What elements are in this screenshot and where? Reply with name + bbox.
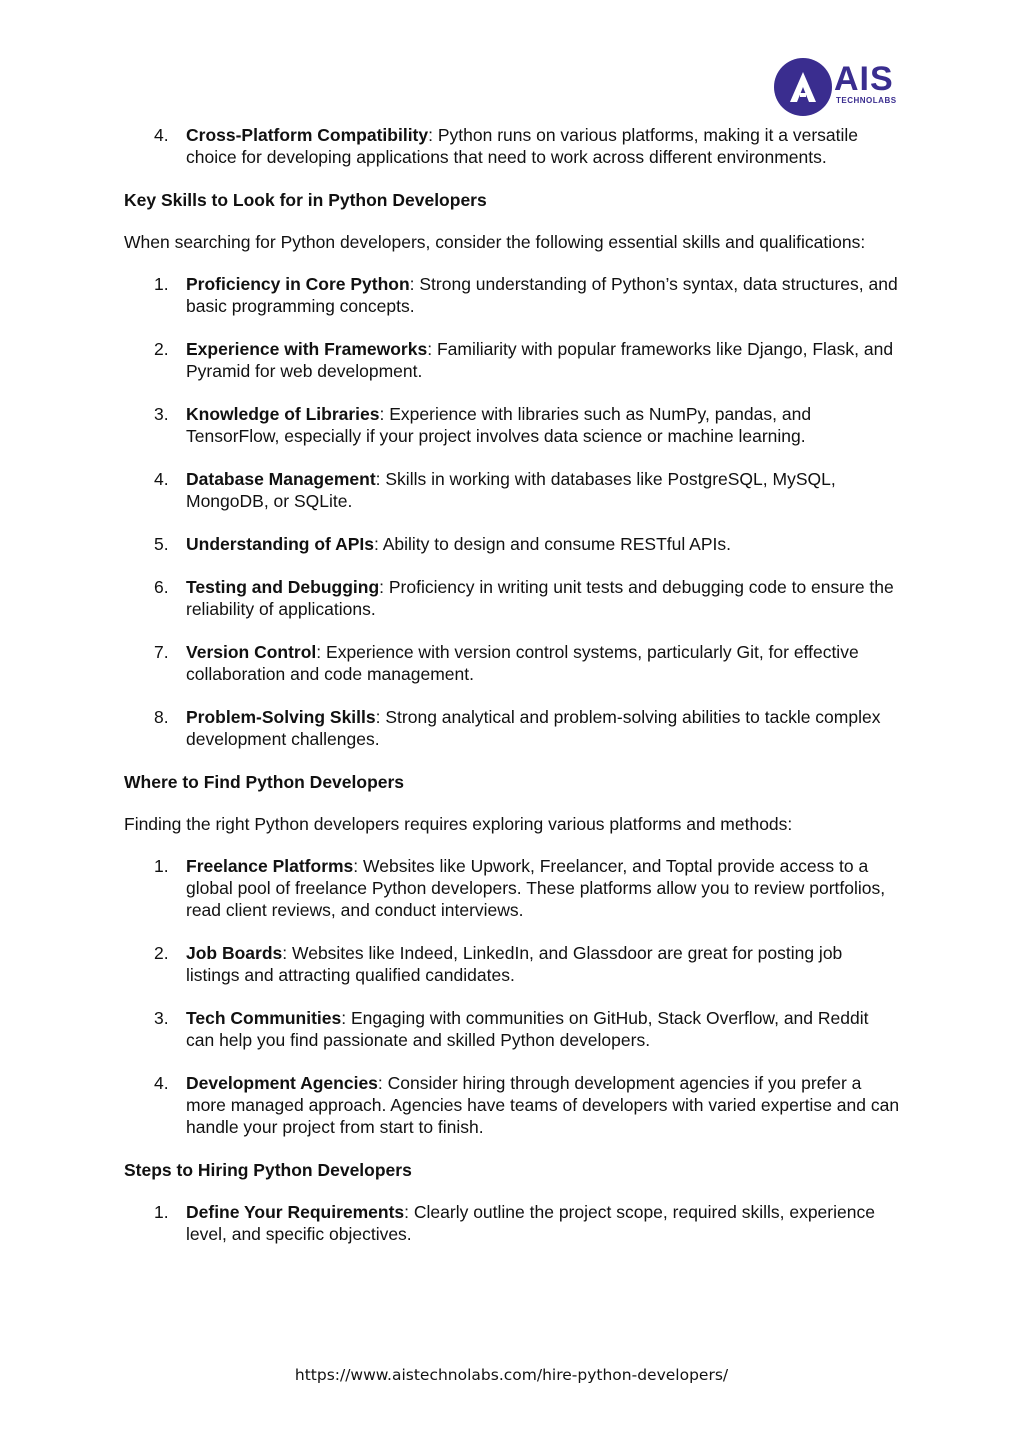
list-item	[124, 533, 900, 555]
section-heading: Where to Find Python Developers	[124, 772, 405, 792]
list-item-term: Proficiency in Core Python	[186, 274, 410, 294]
list-item-term: Problem-Solving Skills	[186, 707, 376, 727]
section-heading: Key Skills to Look for in Python Developers	[124, 190, 487, 210]
list-item-number: 4.	[154, 1073, 169, 1093]
list-item-number: 2.	[154, 339, 169, 359]
list-item-description: : Consider hiring through development agencies if you prefer a more managed approach. Agencies have teams of developers with varied expertise and can handle your project from start to finish.	[186, 1073, 900, 1137]
list-item-description: : Experience with libraries such as NumPy, pandas, and TensorFlow, especially if your project involves data science or machine learning.	[186, 404, 812, 446]
list-item	[124, 403, 900, 447]
list-item-term: Job Boards	[186, 943, 283, 963]
list-item-term: Cross-Platform Compatibility	[186, 125, 429, 145]
list-item-term: Testing and Debugging	[186, 577, 380, 597]
list-item-number: 3.	[154, 1008, 169, 1028]
list-item-number: 1.	[154, 274, 169, 294]
list-item	[124, 338, 900, 382]
list-item-number: 2.	[154, 943, 169, 963]
logo-emblem-icon	[774, 58, 832, 116]
logo-wordmark: AIS	[834, 60, 894, 98]
list-item	[124, 576, 900, 620]
list-item	[124, 855, 900, 921]
list-item-number: 4.	[154, 469, 169, 489]
list-item-term: Development Agencies	[186, 1073, 378, 1093]
list-item-description: : Python runs on various platforms, making it a versatile choice for developing applications that need to work across different environments.	[186, 125, 859, 167]
list-item-term: Understanding of APIs	[186, 534, 374, 554]
list-item-description: : Clearly outline the project scope, required skills, experience level, and specific objectives.	[186, 1202, 875, 1244]
list-item	[124, 124, 900, 168]
list-item-description: : Skills in working with databases like PostgreSQL, MySQL, MongoDB, or SQLite.	[186, 469, 836, 511]
page-footer-url[interactable]: https://www.aistechnolabs.com/hire-python-developers/	[294, 1366, 729, 1384]
list-item-description: : Proficiency in writing unit tests and debugging code to ensure the reliability of applications.	[186, 577, 894, 619]
list-item-number: 1.	[154, 856, 169, 876]
list-item-description: : Websites like Indeed, LinkedIn, and Glassdoor are great for posting job listings and attracting qualified candidates.	[186, 943, 843, 985]
list-item-number: 1.	[154, 1202, 169, 1222]
list-item-description: : Websites like Upwork, Freelancer, and Toptal provide access to a global pool of freelance Python developers. These platforms allow you to review portfolios, read client reviews, and conduct interviews.	[186, 856, 886, 920]
list-item-description: : Ability to design and consume RESTful APIs.	[373, 534, 731, 554]
list-item	[124, 641, 900, 685]
list-item-description: : Strong analytical and problem-solving abilities to tackle complex development challenges.	[186, 707, 881, 749]
list-item-number: 3.	[154, 404, 169, 424]
list-item-term: Tech Communities	[186, 1008, 342, 1028]
list-item-description: : Strong understanding of Python’s syntax, data structures, and basic programming concepts.	[186, 274, 898, 316]
list-item-number: 5.	[154, 534, 169, 554]
list-item-description: : Engaging with communities on GitHub, Stack Overflow, and Reddit can help you find passionate and skilled Python developers.	[186, 1008, 869, 1050]
list-item-term: Database Management	[186, 469, 376, 489]
section-heading: Steps to Hiring Python Developers	[124, 1160, 412, 1180]
document-body	[124, 124, 900, 1266]
list-item	[124, 1201, 900, 1245]
list-item-term: Freelance Platforms	[186, 856, 354, 876]
list-item-number: 7.	[154, 642, 169, 662]
list-item-term: Knowledge of Libraries	[186, 404, 380, 424]
list-item-number: 6.	[154, 577, 169, 597]
logo-subtitle: TECHNOLABS	[836, 96, 897, 105]
list-item	[124, 1007, 900, 1051]
list-item-term: Experience with Frameworks	[186, 339, 428, 359]
list-item-description: : Experience with version control systems, particularly Git, for effective collaboration and code management.	[186, 642, 859, 684]
paragraph: Finding the right Python developers requires exploring various platforms and methods:	[124, 814, 793, 834]
paragraph: When searching for Python developers, consider the following essential skills and qualifications:	[124, 232, 866, 252]
list-item-term: Define Your Requirements	[186, 1202, 405, 1222]
company-logo	[774, 58, 904, 118]
list-item	[124, 942, 900, 986]
list-item-number: 8.	[154, 707, 169, 727]
list-item	[124, 468, 900, 512]
list-item-number: 4.	[154, 125, 169, 145]
list-item-description: : Familiarity with popular frameworks like Django, Flask, and Pyramid for web development.	[186, 339, 894, 381]
list-item	[124, 273, 900, 317]
list-item	[124, 1072, 900, 1138]
list-item-term: Version Control	[186, 642, 317, 662]
list-item	[124, 706, 900, 750]
